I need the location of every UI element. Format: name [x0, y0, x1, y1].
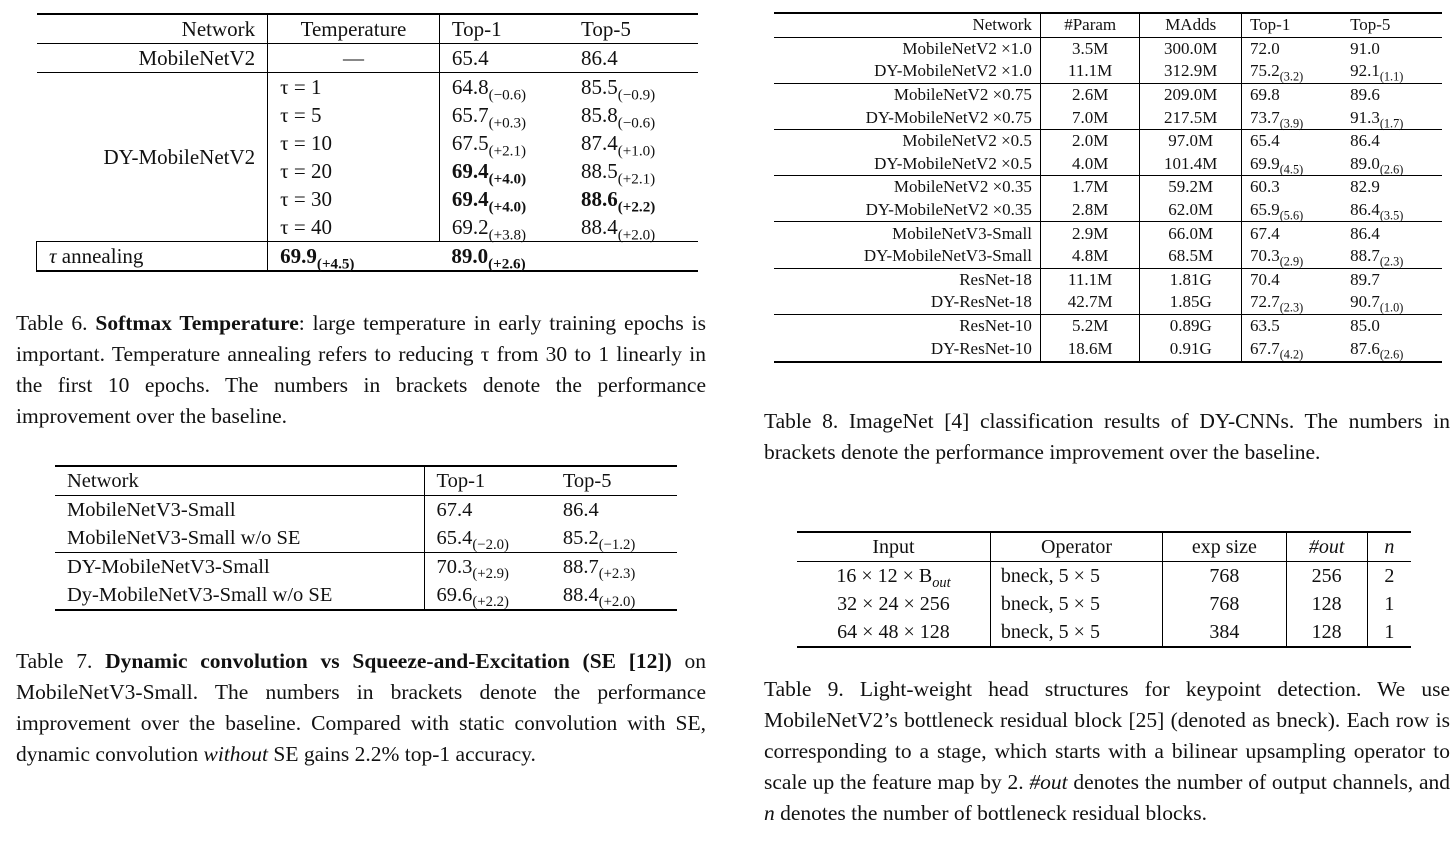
table8-header-network: Network	[972, 15, 1032, 35]
table7-top1: $70.3_{(+2.9)}$	[424, 553, 551, 582]
table6-top1: $69.4_{(+4.0)}$	[439, 157, 569, 185]
table9-operator: bneck, 5 × 5	[990, 562, 1162, 591]
table6-top1: $69.2_{(+3.8)}$	[439, 213, 569, 242]
table8-caption: Table 8. ImageNet [4] classification results of DY-CNNs. The numbers in brackets denote the performance improvement over the baseline.	[764, 409, 1450, 464]
table7-network: MobileNetV3-Small w/o SE	[67, 527, 301, 549]
table8-header-top5: Top-5	[1350, 15, 1391, 35]
table6-temperature: τ = 20	[268, 157, 440, 185]
table8-top5: $89.0_{(2.6)}$	[1350, 153, 1404, 177]
table8-madds: 209.0M	[1140, 83, 1242, 106]
table6-temperature: τ = 30	[268, 185, 440, 213]
table7-top1: 67.4	[424, 496, 551, 525]
table-row	[55, 553, 677, 582]
table8-network: ResNet-18	[959, 269, 1032, 289]
table6-top1: $65.7_{(+0.3)}$	[439, 101, 569, 129]
table9-out: 256	[1286, 562, 1367, 591]
table8-network: DY-ResNet-10	[930, 339, 1032, 359]
table-row	[774, 268, 1442, 291]
table-7	[55, 465, 677, 611]
table-row	[797, 618, 1411, 647]
table-row	[774, 337, 1442, 362]
table8-madds: 62.0M	[1140, 199, 1242, 222]
table9-exp-size: 768	[1163, 562, 1286, 591]
table8-network: DY-MobileNetV2 ×0.35	[865, 200, 1032, 220]
table6-caption: Table 6. Softmax Temperature: large temperature in early training epochs is important. Temperature annealing refers to reducing τ from 30 to 1 linearly in the first 10 epochs. The numbers in brackets denote the performance improvement over the baseline.	[16, 311, 706, 428]
table6-annealing-top1: $69.9_{(+4.5)}$	[268, 242, 440, 272]
table8-top5: 89.7	[1350, 269, 1380, 289]
table8-top5: $90.7_{(1.0)}$	[1350, 292, 1404, 315]
table8-network: MobileNetV3-Small	[892, 223, 1032, 243]
table7-header-top5: Top-5	[562, 470, 612, 492]
table6-temperature: τ = 40	[268, 213, 440, 242]
table9-n: 1	[1367, 590, 1411, 618]
table8-param: 5.2M	[1040, 314, 1140, 337]
table8-param: 2.0M	[1040, 129, 1140, 152]
table8-network: DY-MobileNetV3-Small	[863, 246, 1032, 266]
table7-top5: $88.7_{(+2.3)}$	[562, 556, 636, 583]
table8-param: 7.0M	[1040, 106, 1140, 129]
table8-param: 1.7M	[1040, 176, 1140, 199]
table-row	[774, 222, 1442, 245]
table8-top5: $87.6_{(2.6)}$	[1350, 339, 1404, 362]
table-row	[797, 562, 1411, 591]
table-row	[37, 242, 699, 272]
table8-top1: $75.2_{(3.2)}$	[1241, 60, 1342, 83]
table7-top1: $69.6_{(+2.2)}$	[424, 581, 551, 610]
table-row	[774, 37, 1442, 60]
table8-param: 42.7M	[1040, 291, 1140, 314]
table8-madds: 66.0M	[1140, 222, 1242, 245]
table7-network: Dy-MobileNetV3-Small w/o SE	[67, 584, 333, 606]
table8-header-madds: MAdds	[1140, 13, 1242, 37]
table9-header-input: Input	[872, 536, 915, 558]
table-row	[774, 314, 1442, 337]
table8-top1: $72.7_{(2.3)}$	[1241, 291, 1342, 314]
table7-rows	[55, 496, 677, 611]
table8-network: DY-ResNet-18	[930, 292, 1032, 312]
table-row	[774, 176, 1442, 199]
table6-temperature: τ = 10	[268, 129, 440, 157]
table-row	[37, 73, 699, 102]
table8-rows	[774, 37, 1442, 362]
table8-top1: $67.7_{(4.2)}$	[1241, 337, 1342, 362]
table8-network: MobileNetV2 ×0.5	[902, 131, 1032, 151]
table6-header-top1: Top-1	[439, 14, 569, 44]
table9-n: 1	[1367, 618, 1411, 647]
table9-header-n: n	[1367, 532, 1411, 562]
table8-top5: $88.7_{(2.3)}$	[1350, 246, 1404, 269]
table9-exp-size: 384	[1163, 618, 1286, 647]
table9-input: 64 × 48 × 128	[837, 621, 950, 643]
table6-top5: $85.5_{(-0.9)}$	[580, 75, 656, 104]
table6-dy-rows	[37, 73, 699, 242]
table8-network: DY-MobileNetV2 ×1.0	[874, 61, 1032, 81]
table-row	[774, 83, 1442, 106]
table8-network: DY-MobileNetV2 ×0.5	[874, 153, 1032, 173]
table8-top5: $91.3_{(1.7)}$	[1350, 107, 1404, 130]
table-6	[36, 13, 698, 272]
table-8	[774, 12, 1442, 363]
table6-header-temperature: Temperature	[268, 14, 440, 44]
table6-dy-network: DY-MobileNetV2	[103, 145, 256, 169]
table7-network: MobileNetV3-Small	[67, 499, 236, 521]
table7-network: DY-MobileNetV3-Small	[67, 556, 270, 578]
table-row	[37, 44, 699, 73]
table8-top5: $86.4_{(3.5)}$	[1350, 200, 1404, 223]
table9-header-out: #out	[1286, 532, 1367, 562]
table-row	[774, 199, 1442, 222]
table8-top1: 63.5	[1241, 314, 1342, 337]
table6-temperature: τ = 5	[268, 101, 440, 129]
table7-top5: 86.4	[562, 499, 599, 521]
table8-top5: 85.0	[1350, 316, 1380, 336]
table-row	[55, 496, 677, 525]
table7-top5: $85.2_{(-1.2)}$	[562, 527, 636, 554]
table-row	[55, 581, 677, 610]
table8-top1: $70.3_{(2.9)}$	[1241, 245, 1342, 268]
table8-top1: $65.9_{(5.6)}$	[1241, 199, 1342, 222]
table8-param: 3.5M	[1040, 37, 1140, 60]
table8-header-param: #Param	[1040, 13, 1140, 37]
table6-baseline-top5: 86.4	[580, 46, 618, 70]
table8-network: DY-MobileNetV2 ×0.75	[865, 107, 1032, 127]
table8-top1: 60.3	[1241, 176, 1342, 199]
table6-annealing-temperature: τ annealing	[37, 242, 268, 272]
table8-top1: 67.4	[1241, 222, 1342, 245]
table9-caption: Table 9. Light-weight head structures for keypoint detection. We use MobileNetV2’s bottleneck residual block [25] (denoted as bneck). Each row is corresponding to a stage, which starts with a bilinear upsampling operator to scale up the feature map by 2. #out denotes the number of output channels, and n denotes the number of bottleneck residual blocks.	[764, 677, 1450, 825]
table6-temperature: τ = 1	[268, 73, 440, 102]
table-row	[774, 60, 1442, 83]
table9-header-operator: Operator	[990, 532, 1162, 562]
table8-param: 2.8M	[1040, 199, 1140, 222]
table8-top1: 65.4	[1241, 129, 1342, 152]
table8-top1: 70.4	[1241, 268, 1342, 291]
table6-top5: $88.5_{(+2.1)}$	[580, 159, 656, 188]
table9-operator: bneck, 5 × 5	[990, 590, 1162, 618]
table8-top5: 91.0	[1350, 38, 1380, 58]
table8-top1: 69.8	[1241, 83, 1342, 106]
table8-network: MobileNetV2 ×0.75	[893, 85, 1032, 105]
table8-top5: 82.9	[1350, 177, 1380, 197]
table8-param: 11.1M	[1040, 60, 1140, 83]
table8-network: MobileNetV2 ×1.0	[902, 38, 1032, 58]
table8-top5: 86.4	[1350, 223, 1380, 243]
table7-top5: $88.4_{(+2.0)}$	[562, 584, 636, 611]
table8-madds: 0.89G	[1140, 314, 1242, 337]
table8-top5: $92.1_{(1.1)}$	[1350, 61, 1404, 84]
table8-network: ResNet-10	[959, 316, 1032, 336]
table6-top1: $69.4_{(+4.0)}$	[439, 185, 569, 213]
table9-exp-size: 768	[1163, 590, 1286, 618]
table7-header-network: Network	[67, 470, 139, 492]
table9-input: $16 \times 12 \times B_{out}$	[836, 565, 951, 592]
table8-network: MobileNetV2 ×0.35	[893, 177, 1032, 197]
table9-out: 128	[1286, 618, 1367, 647]
table8-header-top1: Top-1	[1241, 13, 1342, 37]
table6-top1: $67.5_{(+2.1)}$	[439, 129, 569, 157]
table8-madds: 217.5M	[1140, 106, 1242, 129]
table8-madds: 1.81G	[1140, 268, 1242, 291]
table6-top5: $88.4_{(+2.0)}$	[580, 215, 656, 244]
table7-caption: Table 7. Dynamic convolution vs Squeeze-and-Excitation (SE [12]) on MobileNetV3-Small. The numbers in brackets denote the performance improvement over the baseline. Compared with static convolution with SE, dynamic convolution without SE gains 2.2% top-1 accuracy.	[16, 649, 706, 766]
table6-baseline-network: MobileNetV2	[138, 46, 256, 70]
table-9	[797, 531, 1411, 648]
table7-top1: $65.4_{(-2.0)}$	[424, 524, 551, 553]
table8-madds: 0.91G	[1140, 337, 1242, 362]
table8-top1: $69.9_{(4.5)}$	[1241, 153, 1342, 176]
table6-top5: $85.8_{(-0.6)}$	[580, 103, 656, 132]
table9-input: 32 × 24 × 256	[837, 593, 950, 615]
table8-madds: 312.9M	[1140, 60, 1242, 83]
table6-top5: $88.6_{(+2.2)}$	[580, 187, 656, 216]
table9-n: 2	[1367, 562, 1411, 591]
table-row	[774, 153, 1442, 176]
table9-out: 128	[1286, 590, 1367, 618]
table6-annealing-top5: $89.0_{(+2.6)}$	[451, 244, 526, 273]
table-row	[774, 129, 1442, 152]
table8-madds: 59.2M	[1140, 176, 1242, 199]
table8-madds: 101.4M	[1140, 153, 1242, 176]
table8-top1: 72.0	[1241, 37, 1342, 60]
table-row	[797, 590, 1411, 618]
table6-top5: $87.4_{(+1.0)}$	[580, 131, 656, 160]
table-row	[55, 524, 677, 553]
table6-header-top5: Top-5	[580, 17, 631, 41]
table8-madds: 1.85G	[1140, 291, 1242, 314]
table8-param: 11.1M	[1040, 268, 1140, 291]
table9-operator: bneck, 5 × 5	[990, 618, 1162, 647]
table9-rows	[797, 562, 1411, 648]
table-row	[774, 106, 1442, 129]
table8-madds: 68.5M	[1140, 245, 1242, 268]
table9-header-exp: exp size	[1163, 532, 1286, 562]
table6-baseline-temperature: —	[268, 44, 440, 73]
table-row	[774, 245, 1442, 268]
table8-top5: 86.4	[1350, 131, 1380, 151]
table6-header-network: Network	[181, 17, 256, 41]
table8-param: 2.9M	[1040, 222, 1140, 245]
table6-top1: $64.8_{(-0.6)}$	[439, 73, 569, 102]
table8-param: 4.0M	[1040, 153, 1140, 176]
table8-param: 18.6M	[1040, 337, 1140, 362]
table8-madds: 300.0M	[1140, 37, 1242, 60]
table7-header-top1: Top-1	[424, 466, 551, 496]
table6-baseline-top1: 65.4	[439, 44, 569, 73]
table8-param: 4.8M	[1040, 245, 1140, 268]
table8-top1: $73.7_{(3.9)}$	[1241, 106, 1342, 129]
table8-param: 2.6M	[1040, 83, 1140, 106]
table8-madds: 97.0M	[1140, 129, 1242, 152]
table8-top5: 89.6	[1350, 85, 1380, 105]
table-row	[774, 291, 1442, 314]
